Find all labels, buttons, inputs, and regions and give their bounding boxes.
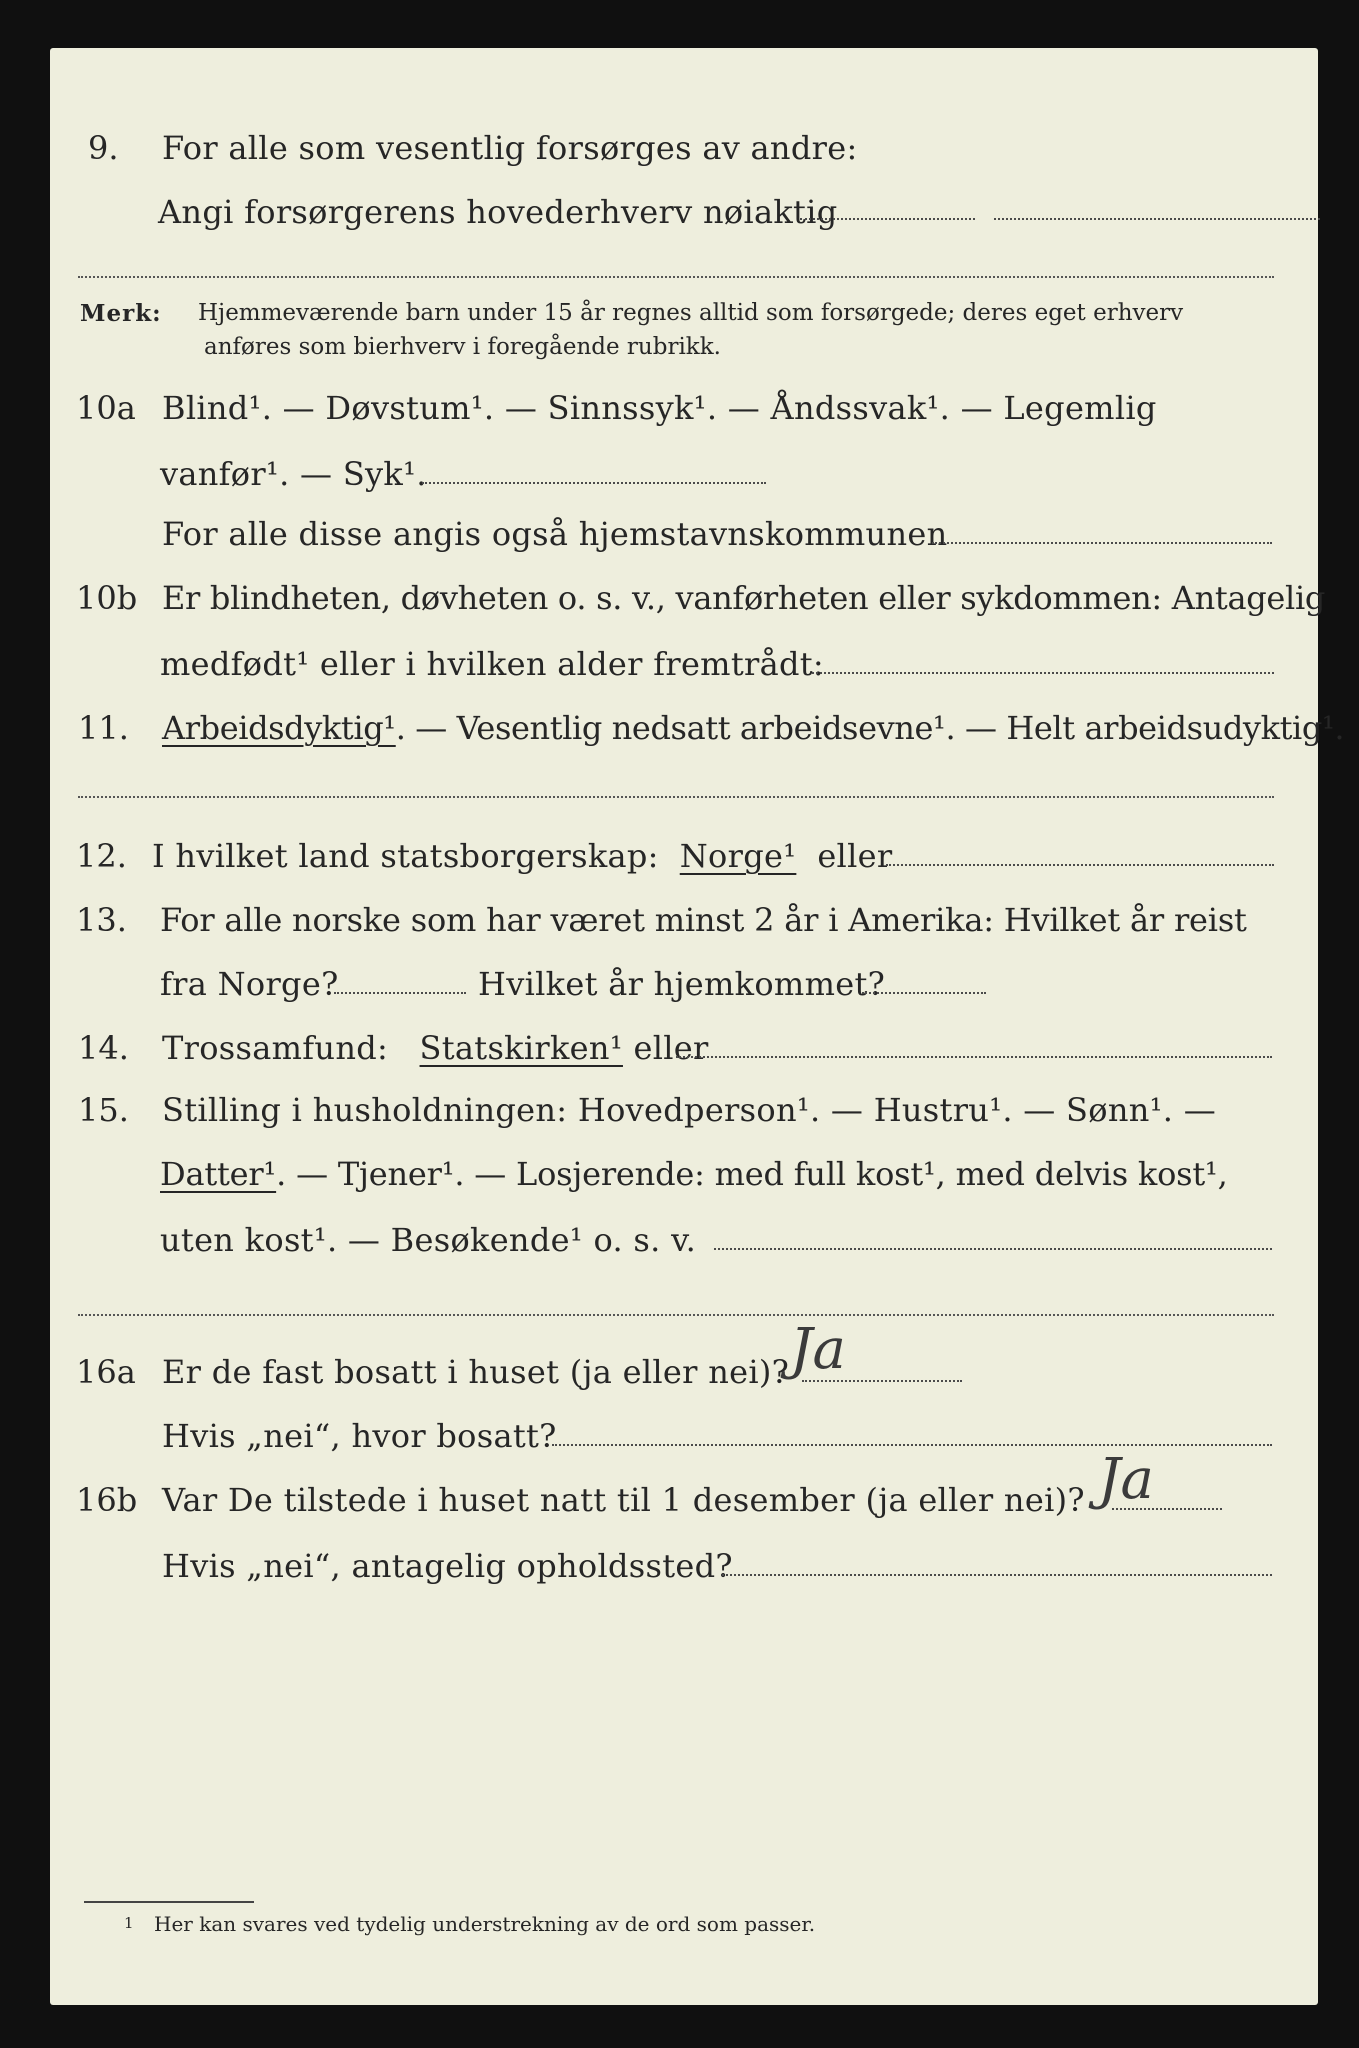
q14-answer-line[interactable] xyxy=(676,1056,1272,1058)
q16b-line2: Hvis „nei“, antagelig opholdssted? xyxy=(162,1547,733,1585)
q14-number: 14. xyxy=(78,1029,129,1067)
q13-line2a: fra Norge? xyxy=(160,965,339,1003)
q16a-handwritten-answer[interactable]: Ja xyxy=(790,1317,846,1382)
q12-answer-line[interactable] xyxy=(886,864,1274,866)
q13-number: 13. xyxy=(76,901,127,939)
footnote-text: Her kan svares ved tydelig understrekning av de ord som passer. xyxy=(154,1912,816,1936)
q10a-answer-line[interactable] xyxy=(422,482,766,484)
q16a-line2: Hvis „nei“, hvor bosatt? xyxy=(162,1417,557,1455)
q16b-answer-line[interactable] xyxy=(1112,1508,1222,1510)
q14-tail: eller xyxy=(633,1029,709,1067)
q10b-line2: medfødt¹ eller i hvilken alder fremtrådt: xyxy=(160,645,824,683)
q16b-opholdssted-line[interactable] xyxy=(722,1574,1272,1576)
q14-text xyxy=(162,1029,709,1067)
q16a-bosatt-line[interactable] xyxy=(552,1444,1272,1446)
q15-answer-line[interactable] xyxy=(714,1248,1272,1250)
q10a-line1: Blind¹. — Døvstum¹. — Sinnssyk¹. — Åndssvak¹. — Legemlig xyxy=(162,389,1157,427)
q16b-line1: Var De tilstede i huset natt til 1 desember (ja eller nei)? xyxy=(162,1481,1085,1519)
footnote-rule xyxy=(84,1901,254,1903)
q9-answer-line[interactable] xyxy=(800,218,975,220)
section-divider-2 xyxy=(78,796,1274,798)
merk-line2: anføres som bierhverv i foregående rubrikk. xyxy=(204,334,721,360)
q11-number: 11. xyxy=(78,709,129,747)
q12-text xyxy=(152,837,893,875)
q11-text xyxy=(162,709,1345,747)
q10a-line3: For alle disse angis også hjemstavnskommunen xyxy=(162,515,948,553)
q16b-number: 16b xyxy=(76,1481,138,1519)
q14-question: Trossamfund: xyxy=(162,1029,389,1067)
merk-label: Merk: xyxy=(80,300,162,327)
q11-rest: . — Vesentlig nedsatt arbeidsevne¹. — Helt arbeidsudyktig¹. xyxy=(395,709,1345,747)
q12-number: 12. xyxy=(76,837,127,875)
q9-answer-line-2[interactable] xyxy=(994,218,1320,220)
q13-hjemkommet-line[interactable] xyxy=(862,992,986,994)
section-divider xyxy=(78,276,1274,278)
q10a-number: 10a xyxy=(76,389,136,427)
footnote-mark: 1 xyxy=(124,1914,134,1932)
q13-line1: For alle norske som har været minst 2 år i Amerika: Hvilket år reist xyxy=(160,901,1247,939)
q14-option-statskirken[interactable]: Statskirken¹ xyxy=(419,1029,623,1067)
q9-line2: Angi forsørgerens hovederhverv nøiaktig xyxy=(158,193,838,231)
q12-option-norge[interactable]: Norge¹ xyxy=(679,837,797,875)
q15-line1: Stilling i husholdningen: Hovedperson¹. — Hustru¹. — Sønn¹. — xyxy=(162,1091,1217,1129)
q10b-line1: Er blindheten, døvheten o. s. v., vanførheten eller sykdommen: Antagelig xyxy=(162,579,1326,617)
q9-number: 9. xyxy=(88,129,119,167)
q13-reist-line[interactable] xyxy=(334,992,466,994)
q16a-line1: Er de fast bosatt i huset (ja eller nei)? xyxy=(162,1353,790,1391)
q15-number: 15. xyxy=(78,1091,129,1129)
q15-option-datter[interactable]: Datter¹ xyxy=(160,1155,277,1193)
q15-line3: uten kost¹. — Besøkende¹ o. s. v. xyxy=(160,1221,697,1259)
q12-tail: eller xyxy=(817,837,893,875)
q16a-number: 16a xyxy=(76,1353,136,1391)
q13-line2b: Hvilket år hjemkommet? xyxy=(478,965,886,1003)
q15-line2 xyxy=(160,1155,1228,1193)
q16b-handwritten-answer[interactable]: Ja xyxy=(1098,1447,1154,1512)
q12-question: I hvilket land statsborgerskap: xyxy=(152,837,659,875)
census-form-page xyxy=(50,48,1345,2005)
q9-line1: For alle som vesentlig forsørges av andre: xyxy=(162,129,858,167)
q10a-line2: vanfør¹. — Syk¹. xyxy=(160,455,427,493)
q10a-municipality-line[interactable] xyxy=(932,542,1272,544)
q10b-number: 10b xyxy=(76,579,138,617)
merk-line1: Hjemmeværende barn under 15 år regnes alltid som forsørgede; deres eget erhverv xyxy=(198,300,1184,326)
q16a-answer-line[interactable] xyxy=(802,1380,962,1382)
q11-option-arbeidsdyktig[interactable]: Arbeidsdyktig¹ xyxy=(162,709,396,747)
section-divider-3 xyxy=(78,1314,1274,1316)
q15-line2-rest: . — Tjener¹. — Losjerende: med full kost¹, med delvis kost¹, xyxy=(276,1155,1228,1193)
q10b-answer-line[interactable] xyxy=(812,672,1274,674)
